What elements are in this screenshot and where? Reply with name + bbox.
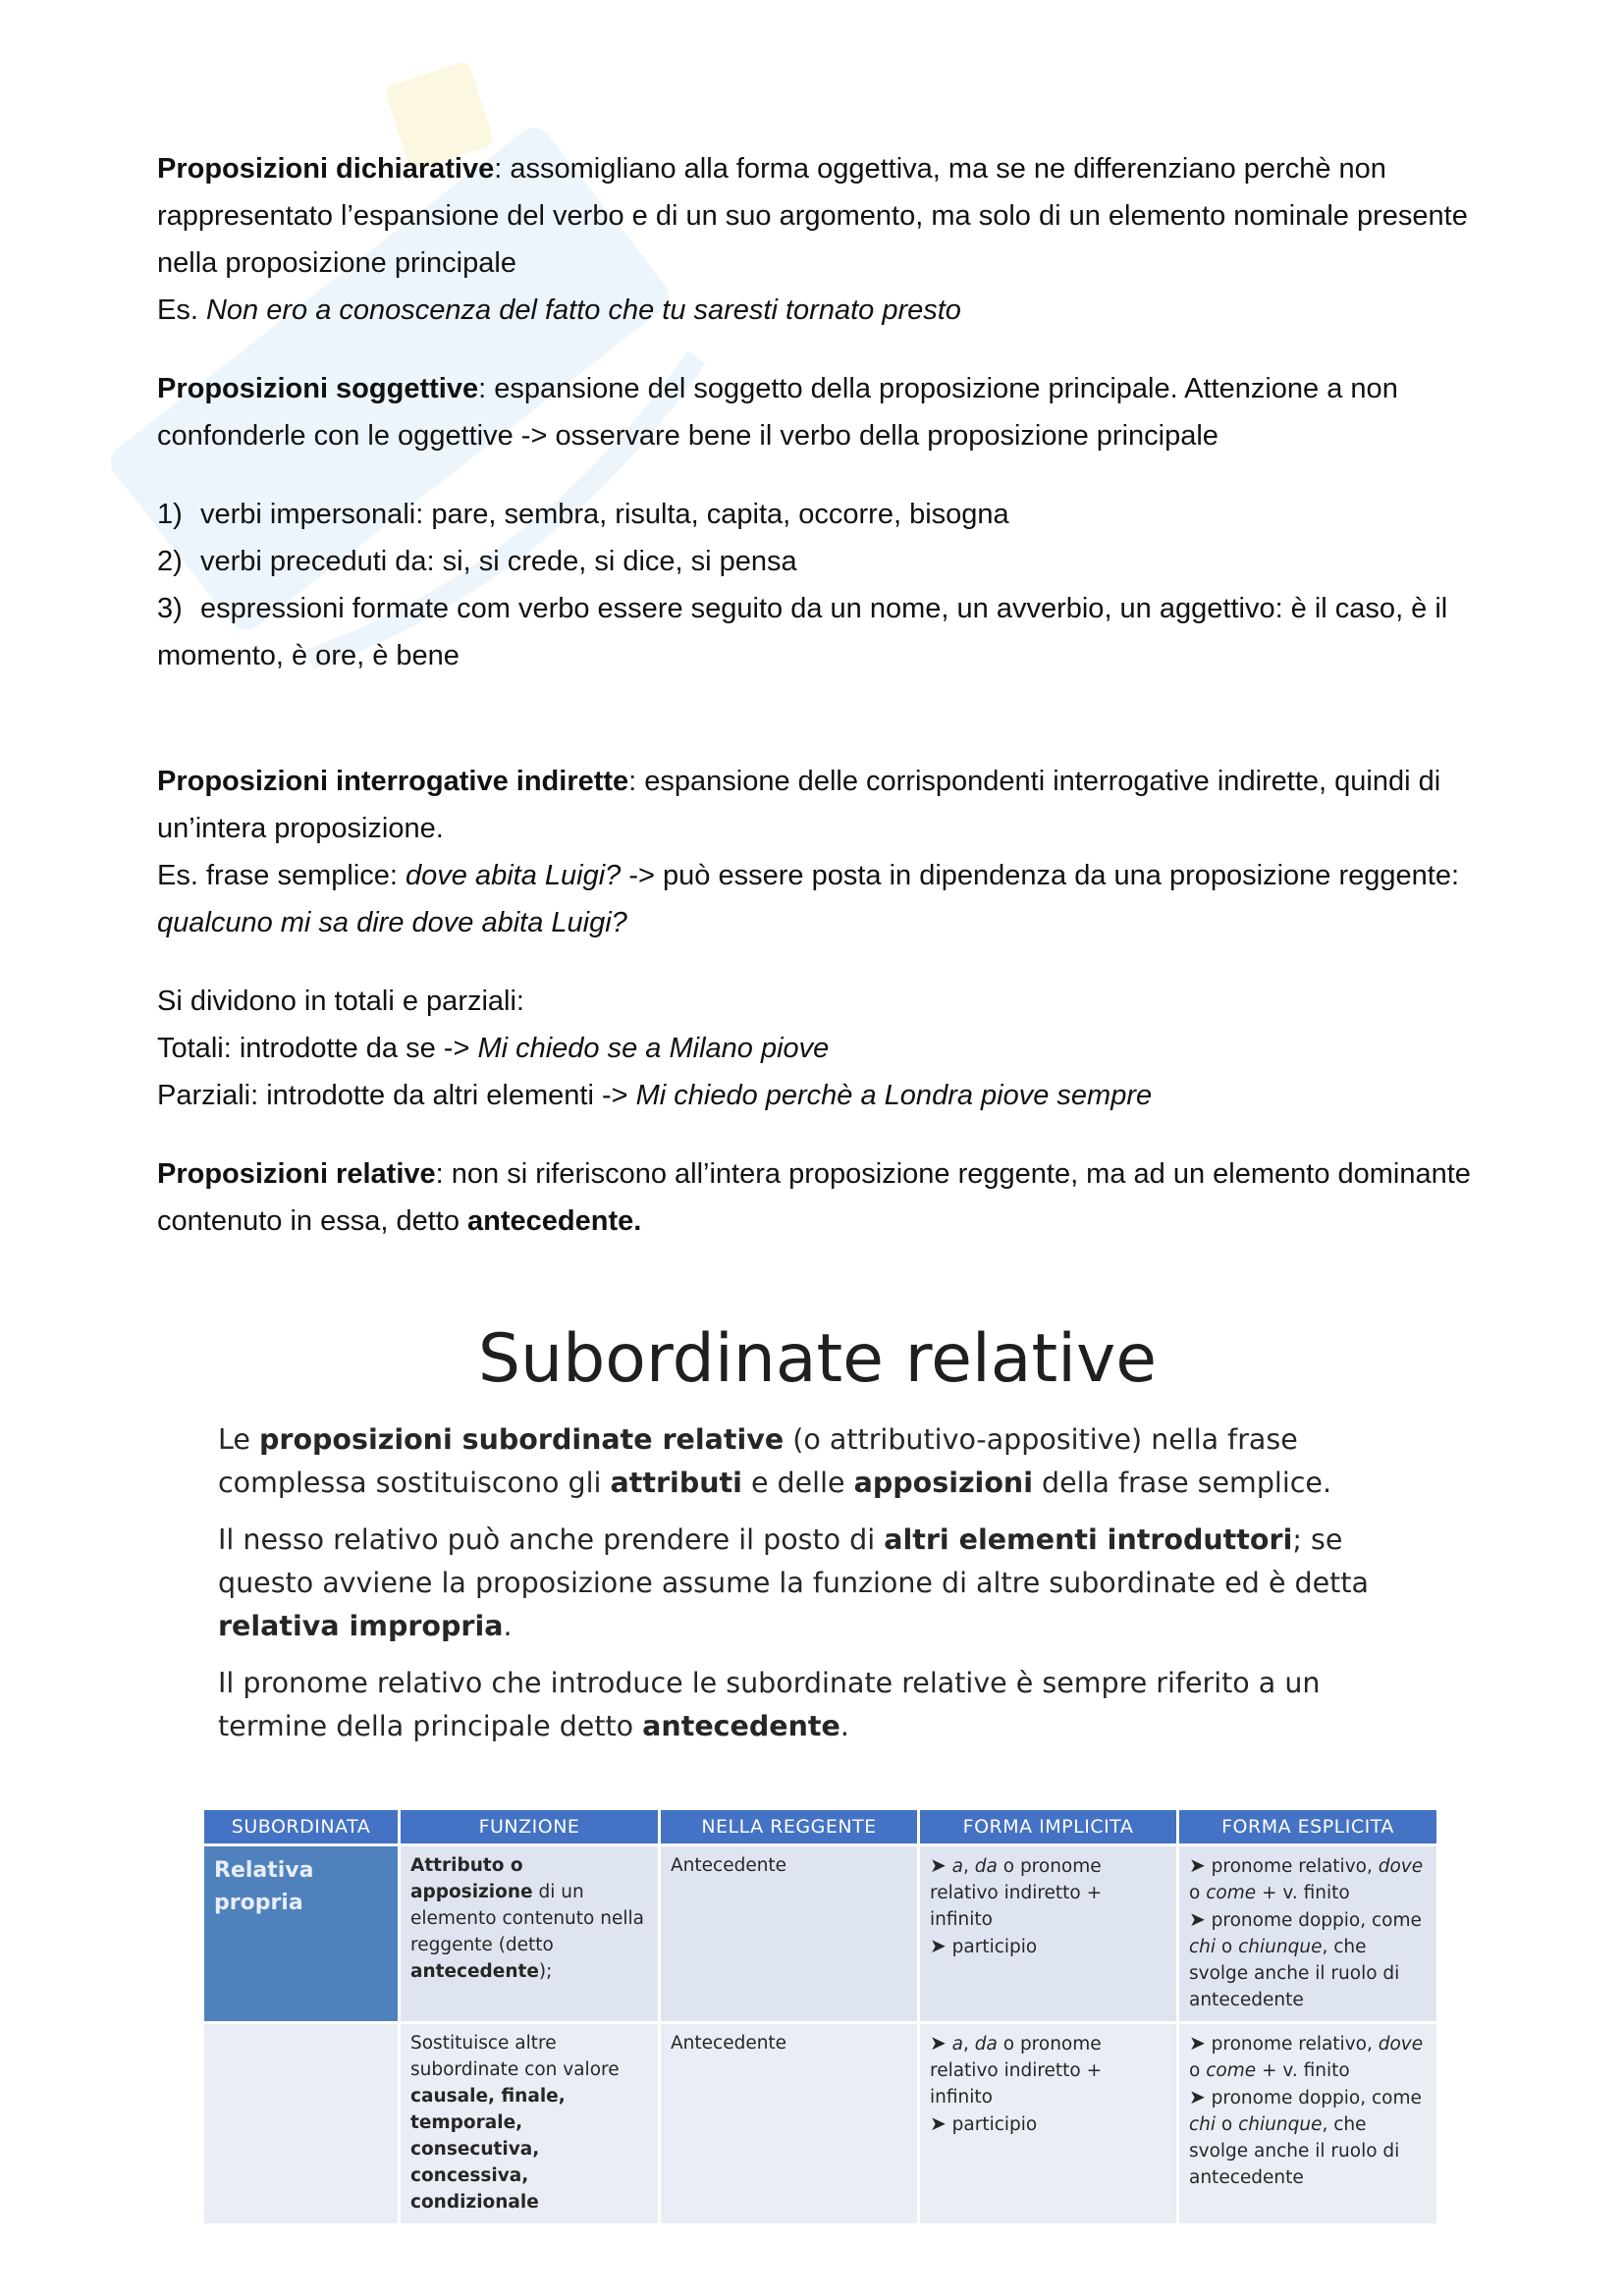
row-heading: Relativa propria [203,1845,400,2023]
declarative-example: Es. Non ero a conoscenza del fatto che tu saresti tornato presto [157,294,961,326]
declarative-paragraph: Proposizioni dichiarative: assomigliano alla forma oggettiva, ma se ne differenziano perchè non rappresentato l’espansione del verbo e di un suo argomento, ma solo di un elemento nominale presente nella proposizione principale [157,153,1468,279]
relative-table [201,1807,1439,2226]
column-header: FORMA IMPLICITA [919,1809,1178,1845]
indirect-partials: Parziali: introdotte da altri elementi -> Mi chiedo perchè a Londra piove sempre [157,1080,1153,1111]
slide-title: Subordinate relative [477,1320,1158,1398]
slide-body [218,1418,1396,1748]
slide-paragraph: Le proposizioni subordinate relative (o attributivo-appositive) nella frase complessa sostituiscono gli attributi e delle apposizioni della frase semplice. [218,1423,1332,1499]
indirect-division: Si dividono in totali e parziali: [157,986,524,1017]
column-header: NELLA REGGENTE [660,1809,919,1845]
column-header: SUBORDINATA [203,1809,400,1845]
table-cell: ➤ pronome relativo, dove o come + v. finito ➤ pronome doppio, come chi o chiunque, che svolge anche il ruolo di antecedente [1178,1845,1438,2023]
subjective-list [157,491,1492,679]
slide-paragraph: Il nesso relativo può anche prendere il posto di altri elementi introduttori; se questo avviene la proposizione assume la funzione di altre subordinate ed è detta relativa impropria. [218,1523,1369,1642]
slide-paragraph: Il pronome relativo che introduce le subordinate relative è sempre riferito a un termine della principale detto antecedente. [218,1667,1321,1742]
list-item: 3) espressioni formate com verbo essere seguito da un nome, un avverbio, un aggettivo: è il caso, è il momento, è ore, è bene [157,593,1448,671]
indirect-paragraph: Proposizioni interrogative indirette: espansione delle corrispondenti interrogative indirette, quindi di un’intera proposizione. [157,766,1441,844]
subjective-paragraph: Proposizioni soggettive: espansione del soggetto della proposizione principale. Attenzione a non confonderle con le oggettive -> osservare bene il verbo della proposizione principale [157,373,1398,452]
table-cell: Sostituisce altre subordinate con valore causale, finale, temporale, consecutiva, concessiva, condizionale [400,2023,660,2225]
arrow-bullet-icon: ➤ [1189,2031,1206,2055]
table-row [203,1845,1438,2023]
column-header: FORMA ESPLICITA [1178,1809,1438,1845]
column-header: FUNZIONE [400,1809,660,1845]
table-cell: ➤ a, da o pronome relativo indiretto + infinito ➤ participio [919,1845,1178,2023]
list-item: 1) verbi impersonali: pare, sembra, risulta, capita, occorre, bisogna [157,499,1009,530]
arrow-bullet-icon: ➤ [1189,1907,1206,1931]
table-header-row [203,1809,1438,1845]
table-cell: Attributo o apposizione di un elemento contenuto nella reggente (detto antecedente); [400,1845,660,2023]
indirect-example: Es. frase semplice: dove abita Luigi? -> può essere posta in dipendenza da una proposizione reggente: qualcuno mi sa dire dove abita Luigi? [157,860,1460,938]
table-cell: ➤ a, da o pronome relativo indiretto + infinito ➤ participio [919,2023,1178,2225]
table-row [203,2023,1438,2225]
table-cell: ➤ pronome relativo, dove o come + v. finito ➤ pronome doppio, come chi o chiunque, che svolge anche il ruolo di antecedente [1178,2023,1438,2225]
relative-paragraph: Proposizioni relative: non si riferiscono all’intera proposizione reggente, ma ad un elemento dominante contenuto in essa, detto antecedente. [157,1158,1471,1237]
table-cell: Antecedente [660,2023,919,2225]
arrow-bullet-icon: ➤ [930,1934,947,1957]
arrow-bullet-icon: ➤ [930,2031,947,2055]
arrow-bullet-icon: ➤ [1189,2085,1206,2109]
indirect-totals: Totali: introdotte da se -> Mi chiedo se a Milano piove [157,1033,830,1064]
row-heading: Relativa impropria [203,2023,400,2225]
arrow-bullet-icon: ➤ [930,2111,947,2135]
table-cell: Antecedente [660,1845,919,2023]
arrow-bullet-icon: ➤ [1189,1853,1206,1877]
arrow-bullet-icon: ➤ [930,1853,947,1877]
list-item: 2) verbi preceduti da: si, si crede, si dice, si pensa [157,546,797,577]
embedded-slide [196,1320,1438,2213]
document-text [157,145,1492,1245]
